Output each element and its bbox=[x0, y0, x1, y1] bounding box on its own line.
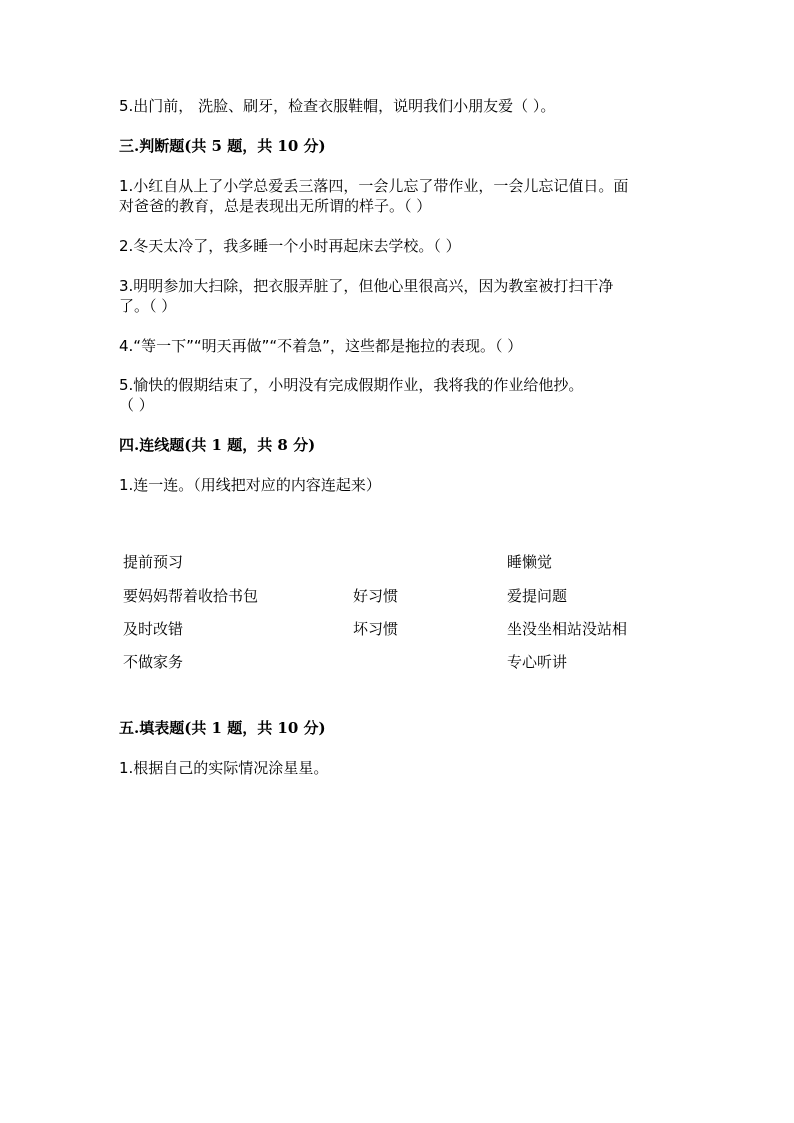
right-item: 坐没坐相站没站相 bbox=[507, 620, 628, 638]
middle-item: 好习惯 bbox=[353, 587, 399, 605]
question-3-2: 2.冬天太冷了，我多睡一个小时再起床去学校。（ ） bbox=[119, 237, 461, 255]
question-4-1: 1.连一连。（用线把对应的内容连起来） bbox=[119, 476, 381, 494]
question-2-5: 5.出门前， 洗脸、刷牙，检查衣服鞋帽，说明我们小朋友爱（ ）。 bbox=[119, 97, 556, 115]
left-item: 提前预习 bbox=[123, 553, 184, 571]
question-3-3-line-2: 了。（ ） bbox=[119, 297, 177, 315]
left-item: 要妈妈帮着收拾书包 bbox=[123, 587, 259, 605]
right-item: 专心听讲 bbox=[507, 653, 568, 671]
question-3-5-line-2: （ ） bbox=[119, 396, 154, 414]
left-item: 及时改错 bbox=[123, 620, 184, 638]
question-5-1: 1.根据自己的实际情况涂星星。 bbox=[119, 759, 329, 777]
right-item: 爱提问题 bbox=[507, 587, 568, 605]
section-5-heading: 五.填表题(共 1 题，共 10 分) bbox=[119, 719, 326, 737]
section-4-heading: 四.连线题(共 1 题，共 8 分) bbox=[119, 436, 316, 454]
question-3-4: 4.“等一下”“明天再做”“不着急”，这些都是拖拉的表现。（ ） bbox=[119, 337, 523, 355]
question-3-3-line-1: 3.明明参加大扫除，把衣服弄脏了，但他心里很高兴，因为教室被打扫干净 bbox=[119, 277, 614, 295]
middle-item: 坏习惯 bbox=[353, 620, 399, 638]
question-3-1-line-1: 1.小红自从上了小学总爱丢三落四，一会儿忘了带作业，一会儿忘记值日。面 bbox=[119, 177, 629, 195]
section-3-heading: 三.判断题(共 5 题，共 10 分) bbox=[119, 137, 326, 155]
right-item: 睡懒觉 bbox=[507, 553, 553, 571]
question-3-1-line-2: 对爸爸的教育，总是表现出无所谓的样子。（ ） bbox=[119, 197, 432, 215]
left-item: 不做家务 bbox=[123, 653, 184, 671]
question-3-5-line-1: 5.愉快的假期结束了，小明没有完成假期作业，我将我的作业给他抄。 bbox=[119, 376, 584, 394]
